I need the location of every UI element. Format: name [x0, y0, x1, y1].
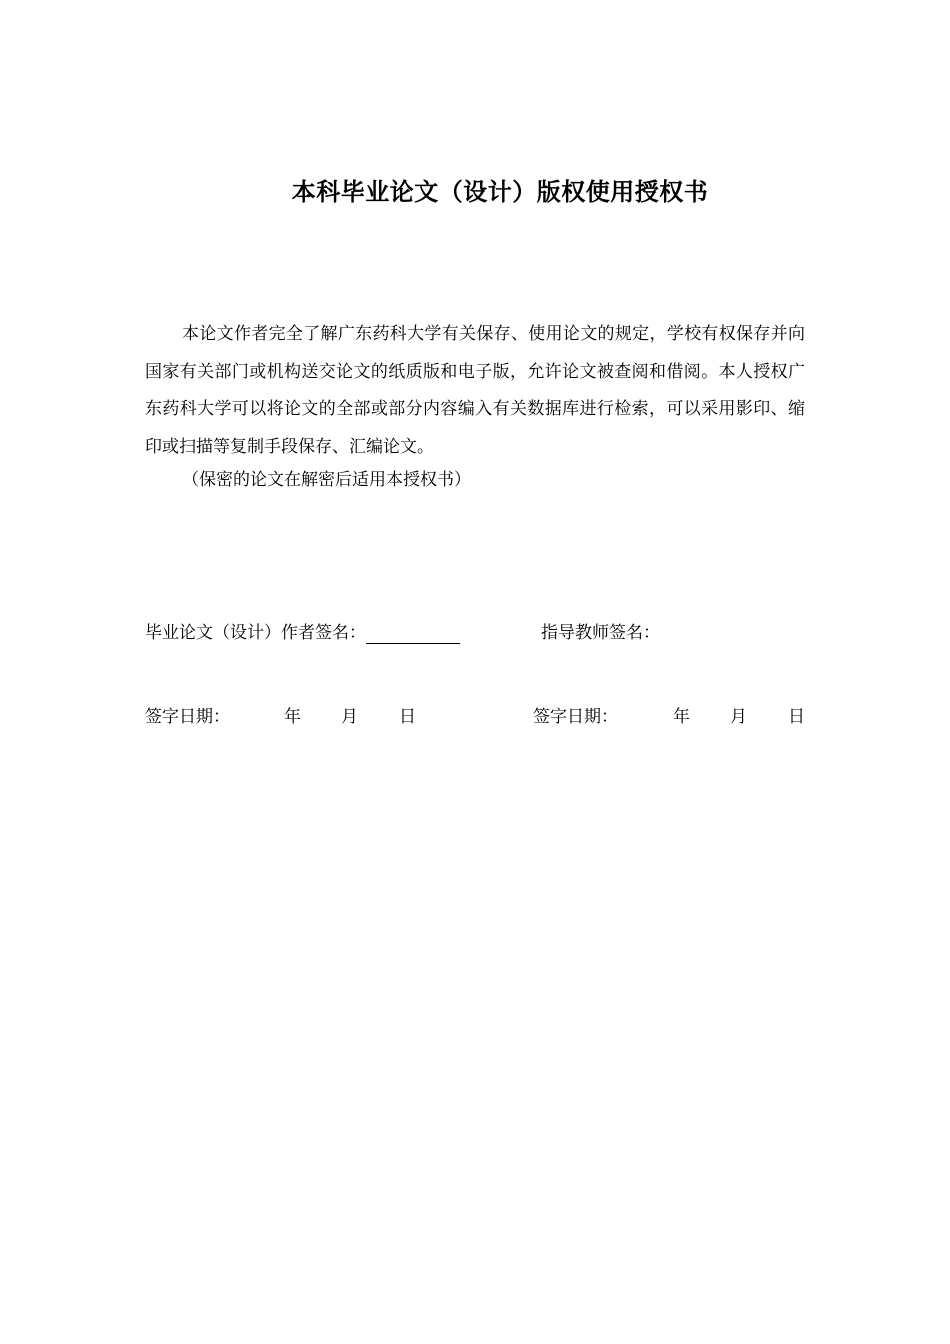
advisor-date-month: 月: [730, 707, 747, 727]
author-date-label: 签字日期：: [145, 707, 230, 727]
document-title: 本科毕业论文（设计）版权使用授权书: [291, 178, 709, 206]
advisor-signature-label: 指导教师签名：: [541, 623, 660, 643]
author-date-year: 年: [284, 707, 301, 727]
author-date-day: 日: [399, 707, 416, 727]
advisor-date-year: 年: [673, 707, 690, 727]
author-signature-row: [145, 618, 460, 648]
author-date-month: 月: [341, 707, 358, 727]
confidential-note: （保密的论文在解密后适用本授权书）: [182, 470, 471, 490]
authorization-paragraph: 本论文作者完全了解广东药科大学有关保存、使用论文的规定，学校有权保存并向国家有关部门或机构送交论文的纸质版和电子版，允许论文被查阅和借阅。本人授权广东药科大学可以将论文的全部或部分内容编入有关数据库进行检索，可以采用影印、缩印或扫描等复制手段保存、汇编论文。: [145, 324, 805, 457]
author-signature-line[interactable]: [366, 621, 460, 644]
advisor-date-label: 签字日期：: [533, 707, 618, 727]
author-signature-label: 毕业论文（设计）作者签名：: [145, 623, 366, 643]
advisor-date-day: 日: [788, 707, 805, 727]
